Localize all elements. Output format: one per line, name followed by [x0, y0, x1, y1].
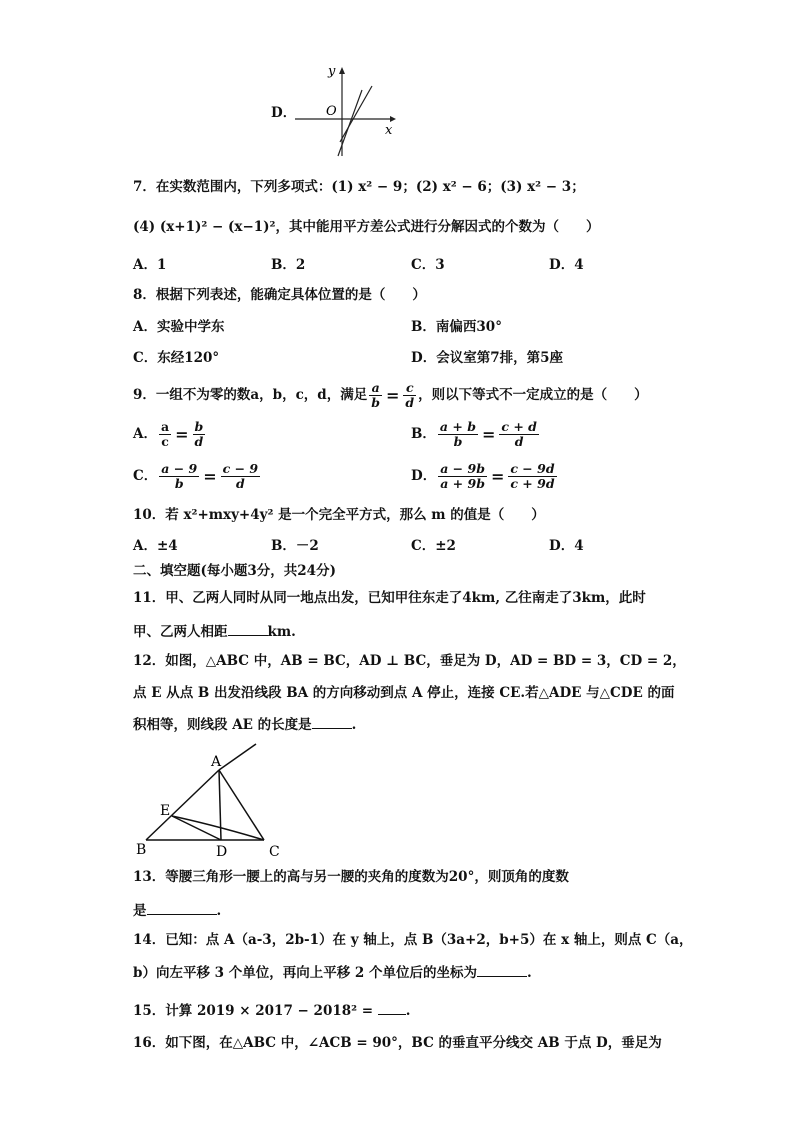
q10-option-d: D．4 — [549, 538, 584, 554]
q7-line2: (4) (x+1)² − (x−1)²，其中能用平方差公式进行分解因式的个数为（ ） — [133, 219, 600, 235]
q7-line1: 7．在实数范围内，下列多项式：(1) x² − 9；(2) x² − 6；(3) x² − 3； — [133, 179, 585, 195]
q9-stem-pre: 9．一组不为零的数a，b，c，d，满足 — [133, 387, 368, 403]
q9-option-a: A． $\frac{a}{c}$ = $\frac{b}{d}$ — [133, 419, 204, 449]
answer-blank — [477, 962, 527, 977]
point-a-label: A — [211, 754, 222, 770]
q9-stem-frac-right: $\frac{c}{d}$ — [405, 380, 415, 410]
q9-option-d: D． $\frac{a - 9b}{a + 9b}$ = $\frac{c - 9d}{c + 9d}$ — [411, 461, 555, 491]
x-axis-label: x — [385, 123, 393, 138]
answer-blank — [228, 621, 268, 636]
q8-option-d: D．会议室第7排，第5座 — [411, 350, 563, 366]
q12-line2: 点 E 从点 B 出发沿线段 BA 的方向移动到点 A 停止，连接 CE.若△ADE 与△CDE 的面 — [133, 685, 675, 701]
q16-line1: 16．如下图，在△ABC 中，∠ACB = 90°，BC 的垂直平分线交 AB 于点 D，垂足为 — [133, 1035, 662, 1051]
point-d-label: D — [216, 844, 228, 860]
origin-label: O — [326, 104, 337, 119]
q11-line2: 甲、乙两人相距 km. — [133, 621, 296, 641]
q8-stem: 8．根据下列表述，能确定具体位置的是（ ） — [133, 287, 426, 303]
q7-option-b: B．2 — [271, 257, 306, 273]
q7-option-c: C．3 — [411, 257, 445, 273]
q8-option-c: C．东经120° — [133, 350, 220, 366]
q9-stem: 9．一组不为零的数a，b，c，d，满足 $\frac{a}{b}$ = $\frac{c}{d}$ ，则以下等式不一定成立的是（ ） — [133, 380, 648, 410]
section-fill-in-heading: 二、填空题(每小题3分，共24分) — [133, 563, 336, 579]
q10-option-b: B．－2 — [271, 538, 319, 554]
q9-option-b: B． $\frac{a + b}{b}$ = $\frac{c + d}{d}$ — [411, 419, 537, 449]
point-e-label: E — [160, 803, 171, 819]
answer-blank — [312, 714, 352, 729]
q8-option-a: A．实验中学东 — [133, 319, 225, 335]
q10-option-c: C．±2 — [411, 538, 456, 554]
q9-option-c: C． $\frac{a - 9}{b}$ = $\frac{c - 9}{d}$ — [133, 461, 259, 491]
q14-line2: b）向左平移 3 个单位，再向上平移 2 个单位后的坐标为 . — [133, 962, 532, 982]
y-axis-label: y — [328, 64, 336, 79]
point-c-label: C — [269, 844, 280, 860]
q9-stem-post: ，则以下等式不一定成立的是（ ） — [418, 387, 648, 403]
point-b-label: B — [136, 842, 147, 858]
q12-line3: 积相等，则线段 AE 的长度是 . — [133, 714, 356, 734]
option-d-graph — [290, 62, 400, 162]
answer-blank — [147, 900, 217, 915]
q8-option-b: B．南偏西30° — [411, 319, 502, 335]
answer-blank — [378, 1000, 406, 1015]
q13-line2: 是 . — [133, 900, 221, 920]
q13-line1: 13．等腰三角形一腰上的高与另一腰的夹角的度数为20°，则顶角的度数 — [133, 869, 569, 885]
q14-line1: 14．已知：点 A（a-3，2b-1）在 y 轴上，点 B（3a+2，b+5）在 x 轴上，则点 C（a， — [133, 932, 693, 948]
option-d-label: D． — [271, 105, 297, 121]
q7-option-d: D．4 — [549, 257, 584, 273]
q9-stem-frac-left: $\frac{a}{b}$ — [371, 380, 380, 410]
q12-line1: 12．如图，△ABC 中，AB = BC，AD ⊥ BC，垂足为 D，AD = BD = 3，CD = 2， — [133, 653, 686, 669]
q7-option-a: A．1 — [133, 257, 167, 273]
q10-stem: 10．若 x²+mxy+4y² 是一个完全平方式，那么 m 的值是（ ） — [133, 507, 545, 523]
q12-triangle-figure — [134, 740, 294, 860]
q11-line1: 11．甲、乙两人同时从同一地点出发，已知甲往东走了4km, 乙往南走了3km，此时 — [133, 590, 646, 606]
q15: 15．计算 2019 × 2017 − 2018² = . — [133, 1000, 410, 1020]
q10-option-a: A．±4 — [133, 538, 178, 554]
